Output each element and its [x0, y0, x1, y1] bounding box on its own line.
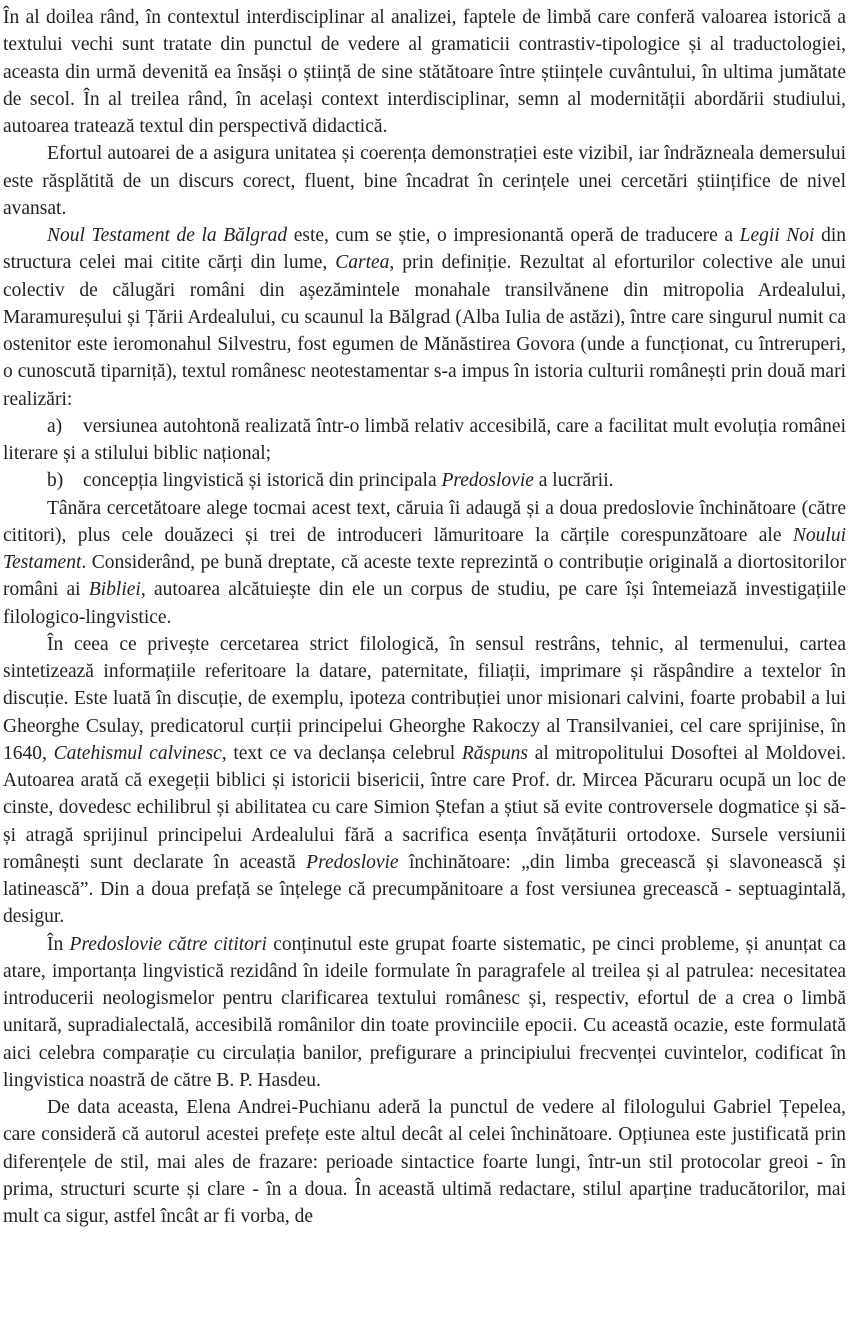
list-item-a-text: versiunea autohtonă realizată într-o limbă relativ accesibilă, care a facilitat mult evoluția românei literare și a stilului biblic național;	[3, 415, 846, 464]
paragraph-3-text-1: este, cum se știe, o impresionantă operă de traducere a	[287, 225, 740, 246]
list-item-b-end: a lucrării.	[533, 470, 614, 492]
paragraph-5	[3, 631, 846, 931]
list-item-b-text: concepția lingvistică și istorică din principala	[83, 470, 442, 492]
paragraph-4-text-3: , autoarea alcătuiește din ele un corpus de studiu, pe care își întemeiază investigațiile filologico-lingvistice.	[3, 579, 846, 628]
cartea-italic: Cartea	[335, 252, 390, 274]
raspuns-italic: Răspuns	[461, 742, 528, 764]
predoslovie-italic-2: Predoslovie	[306, 851, 399, 873]
paragraph-6-text-2: conținutul este grupat foarte sistematic, pe cinci probleme, și anunțat ca atare, importanța lingvistică rezidând în ideile formulate în paragrafele al treilea și al patrulea: necesitatea introducerii neologismelor pentru clarificarea textului românesc și, respectiv, efortul de a crea o limbă unitară, supradialectală, accesibilă românilor din toate provinciile epocii. Cu această ocazie, este formulată aici celebra comparație cu circulația banilor, prefigurare a principiului frecvenței cuvintelor, codificat în lingvistica noastră de către B. P. Hasdeu.	[3, 933, 846, 1091]
paragraph-5-text-4: închinătoare: „din limba grecească și slavonească și latinească”. Din a doua prefață se înțelege că precumpănitoare a fost versiunea grecească - septuagintală, desigur.	[3, 851, 846, 928]
paragraph-5-text-3: al mitropolitului Dosoftei al Moldovei. Autoarea arată că exegeții biblici și istoricii bisericii, între care Prof. dr. Mircea Păcuraru ocupă un loc de cinste, dovedesc echilibrul și abilitatea cu care Simion Ștefan a știut să evite controversele dogmatice și să-și atragă sprijinul principelui Ardealului fără a sacrifica esența învățăturii ortodoxe. Sursele versiunii românești sunt declarate în această	[3, 742, 846, 873]
noului-testament-italic: Noului Testament	[3, 524, 846, 573]
paragraph-3-text-3: , prin definiție. Rezultat al eforturilor colective ale unui colectiv de călugări români din așezămintele monahale transilvănene din mitropolia Ardealului, Maramureșului și Țării Ardealului, cu scaunul la Bălgrad (Alba Iulia de astăzi), între care singurul numit ca ostenitor este ieromonahul Silvestru, fost egumen de Mănăstirea Govora (unde a funcționat, cu întreruperi, o cunoscută tiparniță), textul românesc neotestamentar s-a impus în istoria culturii românești prin două mari realizări:	[3, 252, 846, 410]
list-item-a	[3, 413, 846, 468]
paragraph-5-text-1: În ceea ce privește cercetarea strict filologică, în sensul restrâns, tehnic, al termenului, cartea sintetizează informațiile referitoare la datare, paternitate, filiații, imprimare și răspândire a textelor în discuție. Este luată în discuție, de exemplu, ipoteza contribuției unor misionari calvini, foarte probabil a lui Gheorghe Csulay, predicatorul curții principelui Gheorghe Rakoczy al Transilvaniei, cel care sprijinise, în 1640,	[3, 633, 846, 764]
predoslovie-catre-cititori-italic: Predoslovie către cititori	[69, 933, 267, 955]
title-noul-testament-balgrad: Noul Testament de la Bălgrad	[47, 225, 288, 246]
paragraph-7-text: De data aceasta, Elena Andrei-Puchianu aderă la punctul de vedere al filologului Gabriel Țepelea, care consideră că autorul acestei prefețe este altul decât al celei închinătoare. Opțiunea este justificată prin diferențele de stil, mai ales de frazare: perioade sintactice foarte lungi, într-un stil protocolar greoi - în prima, structuri scurte și clare - în a doua. În această ultimă redactare, stilul aparține traducătorilor, mai mult ca sigur, astfel încât ar fi vorba, de	[3, 1097, 846, 1227]
list-item-b	[3, 467, 846, 494]
paragraph-3-text-2: din structura celei mai citite cărți din lume,	[3, 225, 846, 274]
list-item-a-label: a)	[47, 415, 63, 437]
predoslovie-italic: Predoslovie	[441, 470, 534, 492]
paragraph-3	[3, 222, 846, 413]
paragraph-4-text-2: . Considerând, pe bună dreptate, că aceste texte reprezintă o contribuție originală a diortositorilor români ai	[3, 552, 846, 601]
paragraph-2-text: Efortul autoarei de a asigura unitatea și coerența demonstrației este vizibil, iar îndrăzneala demersului este răsplătită de un discurs corect, fluent, bine încadrat în cerințele unei cercetări științifice de nivel avansat.	[3, 143, 846, 219]
paragraph-6-text-1: În	[47, 933, 70, 955]
list-item-b-label: b)	[47, 470, 64, 492]
catehismul-calvinesc-italic: Catehismul calvinesc	[53, 742, 222, 764]
paragraph-2	[3, 140, 846, 222]
paragraph-4	[3, 495, 846, 631]
paragraph-1	[3, 4, 846, 140]
paragraph-6	[3, 931, 846, 1095]
paragraph-1-text: În al doilea rând, în contextul interdisciplinar al analizei, faptele de limbă care conferă valoarea istorică a textului vechi sunt tratate din punctul de vedere al gramaticii contrastiv-tipologice și al traductologiei, aceasta din urmă devenită ea însăși o știință de sine stătătoare între științele cuvântului, în ultima jumătate de secol. În al treilea rând, în același context interdisciplinar, semn al modernității abordării studiului, autoarea tratează textul din perspectivă didactică.	[3, 7, 846, 137]
bibliei-italic: Bibliei	[88, 579, 141, 601]
paragraph-5-text-2: , text ce va declanșa celebrul	[221, 742, 462, 764]
paragraph-4-text-1: Tânăra cercetătoare alege tocmai acest text, căruia îi adaugă și a doua predoslovie închinătoare (către cititori), plus cele douăzeci și trei de introduceri lămuritoare la cărțile corespunzătoare ale	[3, 497, 846, 546]
legii-noi-italic: Legii Noi	[739, 225, 815, 246]
paragraph-7	[3, 1094, 846, 1230]
